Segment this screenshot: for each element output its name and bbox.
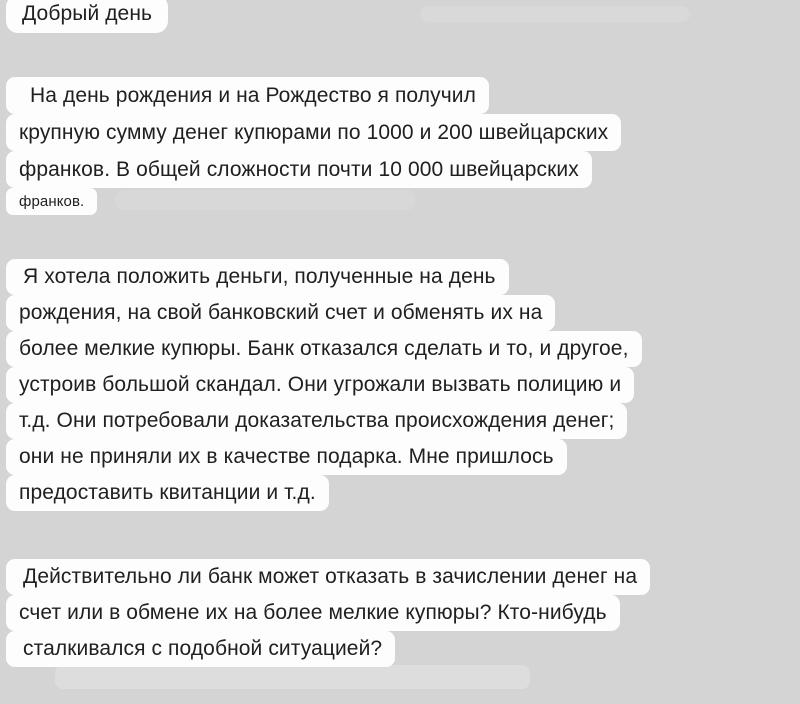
message-line: т.д. Они потребовали доказательства происхождения денег; — [6, 403, 627, 439]
message-line: счет или в обмене их на более мелкие купюры? Кто-нибудь — [6, 595, 620, 631]
blurred-text-artifact — [55, 665, 530, 689]
message-line: они не приняли их в качестве подарка. Мне пришлось — [6, 439, 567, 475]
message-line: крупную сумму денег купюрами по 1000 и 200 швейцарских — [6, 114, 621, 151]
message-line: На день рождения и на Рождество я получил — [6, 77, 489, 114]
message-line: устроив большой скандал. Они угрожали вызвать полицию и — [6, 367, 634, 403]
message-line: предоставить квитанции и т.д. — [6, 475, 329, 511]
message-block-greeting — [6, 0, 800, 33]
message-line: франков. — [6, 188, 97, 215]
message-line: Действительно ли банк может отказать в зачислении денег на — [6, 559, 650, 595]
message-line: рождения, на свой банковский счет и обменять их на — [6, 295, 555, 331]
message-block-question — [6, 559, 800, 667]
message-line: Добрый день — [6, 0, 168, 33]
message-line: более мелкие купюры. Банк отказался сделать и то, и другое, — [6, 331, 642, 367]
message-line: франков. В общей сложности почти 10 000 швейцарских — [6, 151, 592, 188]
message-line: Я хотела положить деньги, полученные на день — [6, 259, 509, 295]
message-block-bank-refusal — [6, 259, 800, 511]
message-block-money-received — [6, 77, 800, 215]
message-line: сталкивался с подобной ситуацией? — [6, 631, 395, 667]
